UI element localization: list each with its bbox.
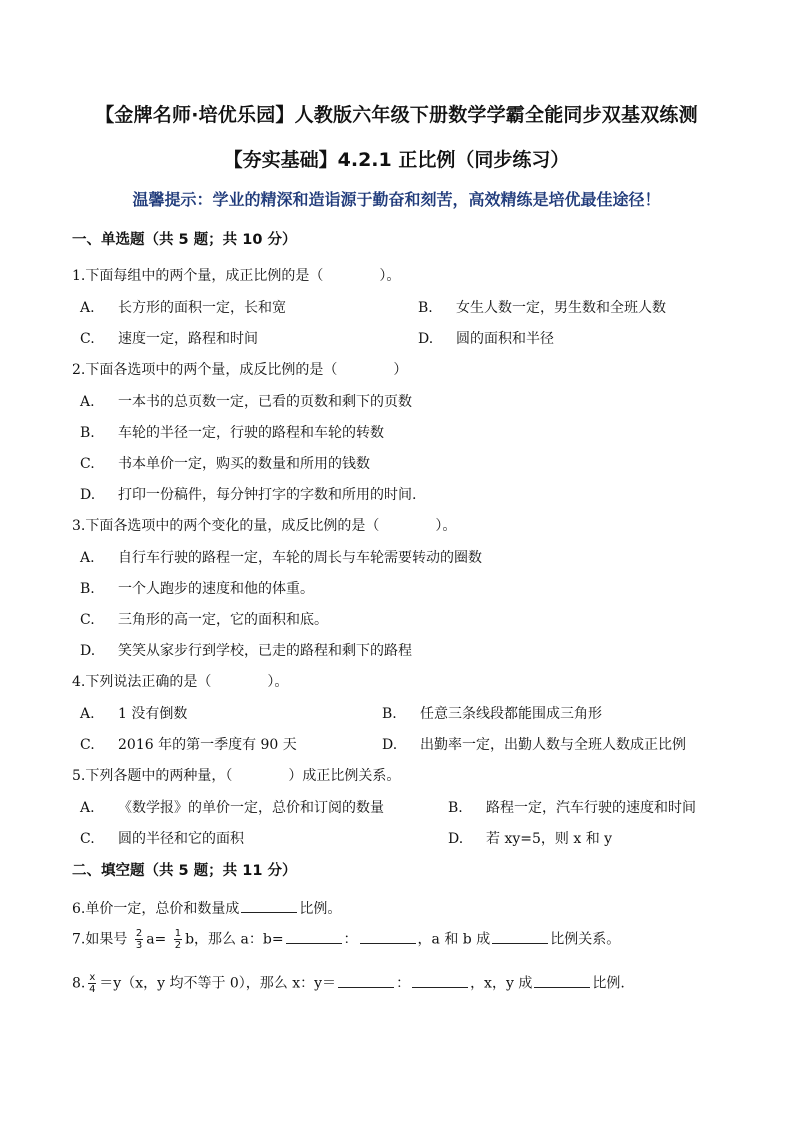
fraction-x-over-four: $\frac{x}{4}$ [89, 972, 96, 995]
option-label: B. [382, 706, 397, 722]
option-text: 女生人数一定，男生数和全班人数 [456, 300, 666, 316]
option-text: 三角形的高一定，它的面积和底。 [118, 612, 328, 628]
question-4-option-c[interactable] [80, 734, 297, 754]
option-text: 笑笑从家步行到学校，已走的路程和剩下的路程 [118, 643, 412, 659]
question-2-option-d[interactable] [80, 484, 416, 504]
question-4-option-a[interactable] [80, 703, 187, 723]
question-8 [72, 972, 625, 995]
question-6 [72, 898, 341, 918]
question-7 [72, 928, 620, 951]
option-text: 《数学报》的单价一定，总价和订阅的数量 [118, 800, 384, 816]
option-label: A. [80, 706, 95, 722]
question-8-text-pre: 8. [72, 975, 86, 992]
option-label: C. [80, 331, 95, 347]
option-label: A. [80, 800, 95, 816]
question-5-stem: 5.下列各题中的两种量，（ ）成正比例关系。 [72, 768, 401, 784]
option-text: 速度一定，路程和时间 [118, 331, 258, 347]
question-3-option-b[interactable] [80, 578, 314, 598]
question-5-option-c[interactable] [80, 828, 244, 848]
question-1-option-b[interactable] [418, 297, 666, 317]
option-label: B. [80, 581, 95, 597]
option-label: D. [418, 331, 434, 347]
option-text: 路程一定，汽车行驶的速度和时间 [486, 800, 696, 816]
option-text: 圆的半径和它的面积 [118, 831, 244, 847]
question-3-option-a[interactable] [80, 547, 482, 567]
option-text: 若 xy=5，则 x 和 y [486, 831, 613, 847]
question-8-colon: ： [396, 975, 411, 992]
option-label: D. [80, 643, 96, 659]
option-text: 一个人跑步的速度和他的体重。 [118, 581, 314, 597]
question-8-blank-2[interactable] [412, 973, 468, 988]
option-label: C. [80, 831, 95, 847]
question-2-option-c[interactable] [80, 453, 370, 473]
option-label: D. [382, 737, 398, 753]
option-text: 车轮的半径一定，行驶的路程和车轮的转数 [118, 425, 384, 441]
question-2-stem: 2.下面各选项中的两个量，成反比例的是（ ） [72, 362, 408, 378]
option-text: 打印一份稿件，每分钟打字的字数和所用的时间. [118, 487, 417, 503]
question-5-option-d[interactable] [448, 828, 612, 848]
question-7-blank-3[interactable] [492, 929, 548, 944]
question-6-text-post: 比例。 [299, 901, 342, 917]
option-text: 任意三条线段都能围成三角形 [420, 706, 602, 722]
question-8-blank-3[interactable] [534, 973, 590, 988]
option-text: 1 没有倒数 [118, 706, 188, 722]
question-3-option-c[interactable] [80, 609, 328, 629]
question-2-option-a[interactable] [80, 391, 412, 411]
question-8-blank-1[interactable] [338, 973, 394, 988]
question-7-blank-1[interactable] [286, 929, 342, 944]
question-7-text-b: b，那么 a：b= [185, 931, 284, 948]
question-3-option-d[interactable] [80, 640, 412, 660]
option-text: 2016 年的第一季度有 90 天 [118, 737, 297, 753]
question-7-text-a: a= [146, 931, 167, 948]
option-label: B. [418, 300, 433, 316]
question-6-text-pre: 6.单价一定，总价和数量成 [72, 901, 240, 917]
option-text: 圆的面积和半径 [456, 331, 554, 347]
question-1-stem: 1.下面每组中的两个量，成正比例的是（ ）。 [72, 268, 401, 284]
question-1-option-a[interactable] [80, 297, 286, 317]
fraction-two-thirds: $\frac{2}{3}$ [135, 928, 143, 951]
question-4-option-d[interactable] [382, 734, 686, 754]
question-6-blank[interactable] [241, 898, 297, 913]
question-8-text-a: ＝y（x，y 均不等于 0），那么 x：y＝ [99, 975, 337, 992]
question-1-option-d[interactable] [418, 328, 554, 348]
question-1-option-c[interactable] [80, 328, 258, 348]
section-heading-single-choice: 一、单选题（共 5 题；共 10 分） [72, 232, 297, 248]
question-8-text-post: 比例. [592, 975, 625, 992]
section-heading-fill-blank: 二、填空题（共 5 题；共 11 分） [72, 863, 297, 879]
option-label: D. [80, 487, 96, 503]
tip-banner: 温馨提示：学业的精深和造诣源于勤奋和刻苦，高效精练是培优最佳途径！ [132, 190, 661, 209]
question-7-blank-2[interactable] [360, 929, 416, 944]
option-text: 长方形的面积一定，长和宽 [118, 300, 286, 316]
option-label: A. [80, 300, 95, 316]
option-text: 书本单价一定，购买的数量和所用的钱数 [118, 456, 370, 472]
document-subtitle: 【夯实基础】4.2.1 正比例（同步练习） [223, 149, 570, 171]
option-label: D. [448, 831, 464, 847]
document-title: 【金牌名师·培优乐园】人教版六年级下册数学学霸全能同步双基双练测 [95, 104, 698, 126]
option-label: C. [80, 612, 95, 628]
question-5-option-a[interactable] [80, 797, 384, 817]
option-label: B. [80, 425, 95, 441]
question-7-colon: ： [343, 931, 358, 948]
question-4-stem: 4.下列说法正确的是（ ）。 [72, 674, 289, 690]
fraction-one-half: $\frac{1}{2}$ [174, 928, 182, 951]
option-label: A. [80, 550, 95, 566]
question-2-option-b[interactable] [80, 422, 384, 442]
option-label: A. [80, 394, 95, 410]
option-label: B. [448, 800, 463, 816]
question-8-text-b: ，x，y 成 [470, 975, 533, 992]
question-7-text-post: 比例关系。 [550, 931, 621, 948]
option-text: 自行车行驶的路程一定，车轮的周长与车轮需要转动的圈数 [118, 550, 482, 566]
question-3-stem: 3.下面各选项中的两个变化的量，成反比例的是（ ）。 [72, 518, 457, 534]
question-4-option-b[interactable] [382, 703, 602, 723]
question-7-text-pre: 7.如果号 [72, 931, 128, 948]
question-7-text-c: ，a 和 b 成 [417, 931, 491, 948]
option-text: 一本书的总页数一定，已看的页数和剩下的页数 [118, 394, 412, 410]
option-label: C. [80, 456, 95, 472]
question-5-option-b[interactable] [448, 797, 696, 817]
option-label: C. [80, 737, 95, 753]
option-text: 出勤率一定，出勤人数与全班人数成正比例 [420, 737, 686, 753]
